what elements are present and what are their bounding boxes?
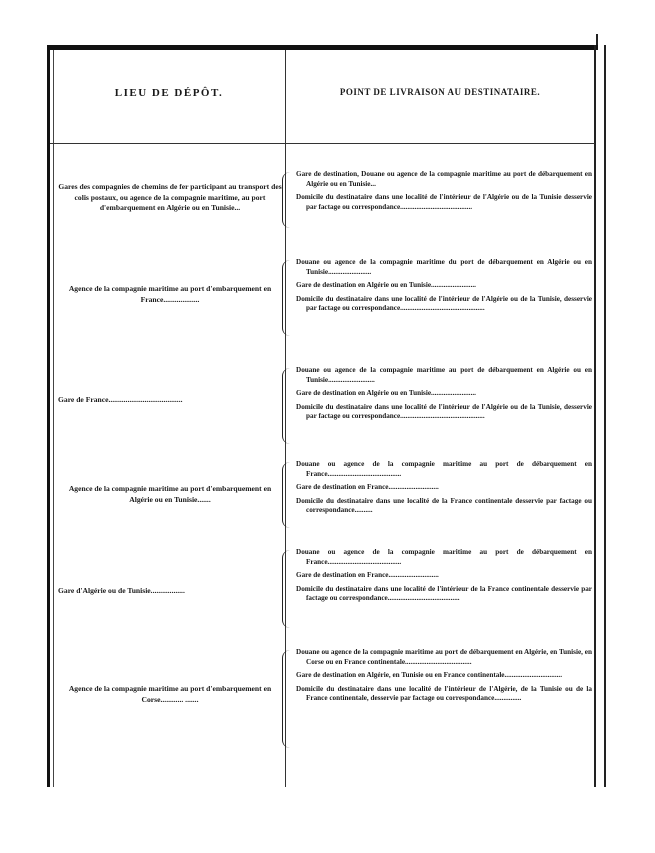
table-frame-left-inner-rule xyxy=(53,50,54,787)
delivery-list xyxy=(296,170,592,216)
depot-cell: Gare de France....................................... xyxy=(58,395,183,404)
delivery-list xyxy=(296,548,592,608)
delivery-item: Gare de destination en France............................ xyxy=(296,483,439,492)
brace-mark xyxy=(282,650,293,748)
delivery-list xyxy=(296,460,592,520)
brace-mark xyxy=(282,260,293,336)
delivery-item: Douane ou agence de la compagnie maritime au port de débarquement en Algérie, en Tunisie, en Corse ou en France continentale..................................... xyxy=(296,648,592,666)
delivery-item: Domicile du destinataire dans une localité de l'intérieur de l'Algérie, de la Tunisie ou de la France continentale, desservie par factage ou correspondance............... xyxy=(296,684,592,703)
table-frame-left-rule xyxy=(47,45,50,787)
delivery-item: Gare de destination en Algérie ou en Tunisie......................... xyxy=(296,389,476,398)
header-bottom-rule xyxy=(50,143,595,144)
header-point-de-livraison: POINT DE LIVRAISON AU DESTINATAIRE. xyxy=(339,87,541,97)
delivery-list xyxy=(296,648,592,708)
depot-cell: Agence de la compagnie maritime au port d'embarquement en Corse............ ....... xyxy=(68,684,272,704)
depot-cell: Agence de la compagnie maritime au port d'embarquement en France................... xyxy=(68,284,272,304)
delivery-item: Gare de destination en Algérie ou en Tunisie......................... xyxy=(296,281,476,290)
brace-mark xyxy=(282,550,293,628)
delivery-item: Gare de destination en Algérie, en Tunisie ou en France continentale................................ xyxy=(296,671,563,680)
header-lieu-de-depot: LIEU DE DÉPÔT. xyxy=(114,87,224,99)
delivery-item: Gare de destination en France............................ xyxy=(296,571,439,580)
table-frame-top-rule xyxy=(47,45,598,50)
brace-mark xyxy=(282,462,293,528)
depot-cell: Gare d'Algérie ou de Tunisie.................. xyxy=(58,586,185,595)
delivery-item: Gare de destination, Douane ou agence de la compagnie maritime au port de débarquement en Algérie ou en Tunisie... xyxy=(296,170,592,188)
delivery-item: Domicile du destinataire dans une localité de l'intérieur de l'Algérie ou de la Tunisie desservie par factage ou correspondance........................................ xyxy=(296,193,592,211)
brace-mark xyxy=(282,172,293,228)
delivery-item: Domicile du destinataire dans une localité de la France continentale desservie par factage ou correspondance.......... xyxy=(296,496,592,515)
delivery-item: Domicile du destinataire dans une localité de l'intérieur de l'Algérie ou de la Tunisie, desservie par factage ou correspondance............................................... xyxy=(296,402,592,421)
delivery-item: Domicile du destinataire dans une localité de l'intérieur de l'Algérie ou de la Tunisie, desservie par factage ou correspondance............................................... xyxy=(296,294,592,313)
depot-cell: Agence de la compagnie maritime au port d'embarquement en Algérie ou en Tunisie....... xyxy=(68,484,272,504)
delivery-list xyxy=(296,366,592,426)
table-frame-right-rule xyxy=(594,45,596,787)
delivery-item: Douane ou agence de la compagnie maritime du port de débarquement en Algérie ou en Tunisie........................ xyxy=(296,258,592,276)
delivery-item: Douane ou agence de la compagnie maritime au port de débarquement en France......................................... xyxy=(296,460,592,478)
delivery-item: Douane ou agence de la compagnie maritime au port de débarquement en France......................................... xyxy=(296,548,592,566)
delivery-item: Douane ou agence de la compagnie maritime au port de débarquement en Algérie ou en Tunisie.......................... xyxy=(296,366,592,384)
depot-cell: Gares des compagnies de chemins de fer participant au transport des colis postaux, ou agence de la compagnie maritime, au port d'embarquement en Algérie ou en Tunisie... xyxy=(58,182,282,212)
delivery-list xyxy=(296,258,592,318)
delivery-item: Domicile du destinataire dans une localité de l'intérieur de la France continentale desservie par factage ou correspondance........................................ xyxy=(296,584,592,603)
table-frame-right-outer-rule xyxy=(604,45,606,787)
brace-mark xyxy=(282,368,293,444)
